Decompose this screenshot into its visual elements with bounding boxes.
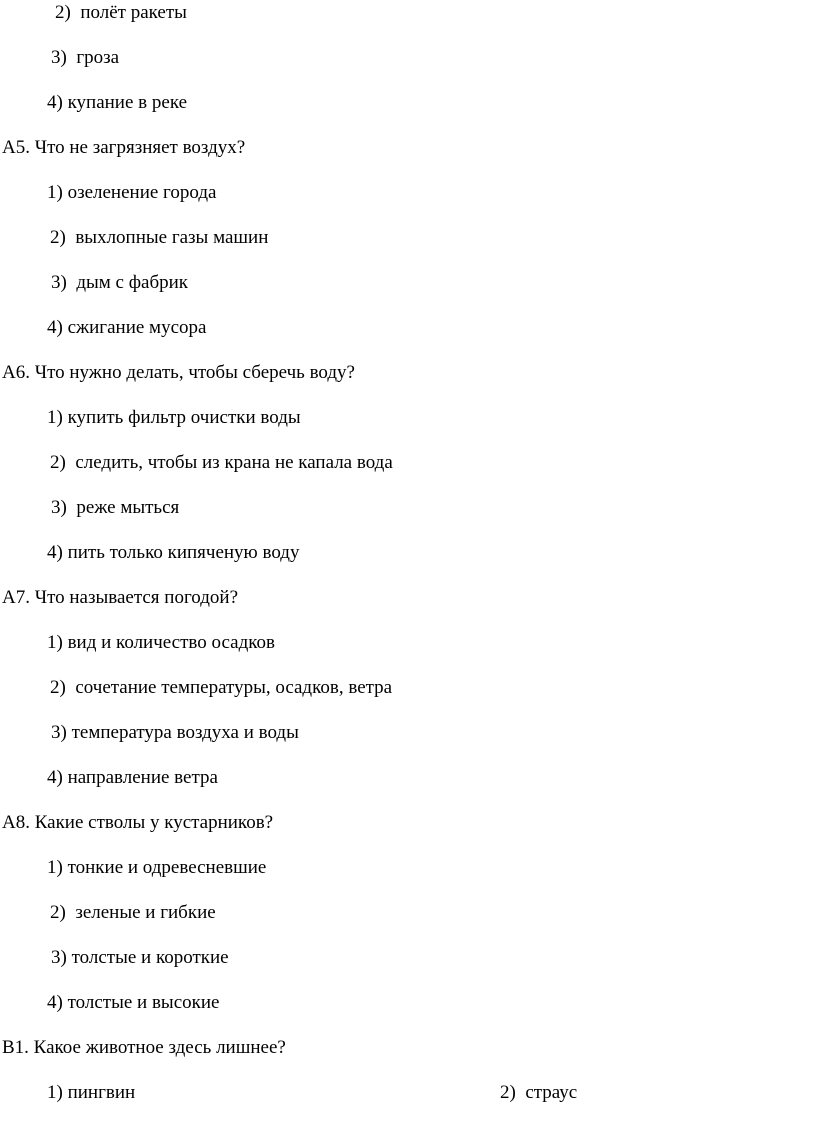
a5-option-3: 3) дым с фабрик — [51, 272, 189, 293]
question-a7: А7. Что называется погодой? — [2, 587, 238, 608]
a7-option-3: 3) температура воздуха и воды — [51, 722, 299, 743]
a7-option-4: 4) направление ветра — [47, 767, 218, 788]
a8-option-4: 4) толстые и высокие — [47, 992, 220, 1013]
a6-option-4: 4) пить только кипяченую воду — [47, 542, 300, 563]
question-b1: В1. Какое животное здесь лишнее? — [2, 1037, 286, 1058]
a6-option-2: 2) следить, чтобы из крана не капала вода — [50, 452, 393, 473]
option-4-swimming: 4) купание в реке — [47, 92, 188, 113]
a8-option-3: 3) толстые и короткие — [51, 947, 229, 968]
a6-option-3: 3) реже мыться — [51, 497, 180, 518]
a8-option-2: 2) зеленые и гибкие — [50, 902, 216, 923]
b1-option-2: 2) страус — [500, 1082, 578, 1103]
option-2-flight-of-rocket: 2) полёт ракеты — [55, 2, 187, 23]
a6-option-1: 1) купить фильтр очистки воды — [47, 407, 301, 428]
a5-option-1: 1) озеленение города — [47, 182, 217, 203]
question-a6: А6. Что нужно делать, чтобы сберечь воду? — [2, 362, 355, 383]
question-a5: А5. Что не загрязняет воздух? — [2, 137, 246, 158]
option-3-thunderstorm: 3) гроза — [51, 47, 120, 68]
a7-option-1: 1) вид и количество осадков — [47, 632, 275, 653]
question-a8: А8. Какие стволы у кустарников? — [2, 812, 274, 833]
a7-option-2: 2) сочетание температуры, осадков, ветра — [50, 677, 393, 698]
a5-option-2: 2) выхлопные газы машин — [50, 227, 269, 248]
b1-option-1: 1) пингвин — [47, 1082, 136, 1103]
a8-option-1: 1) тонкие и одревесневшие — [47, 857, 267, 878]
a5-option-4: 4) сжигание мусора — [47, 317, 207, 338]
